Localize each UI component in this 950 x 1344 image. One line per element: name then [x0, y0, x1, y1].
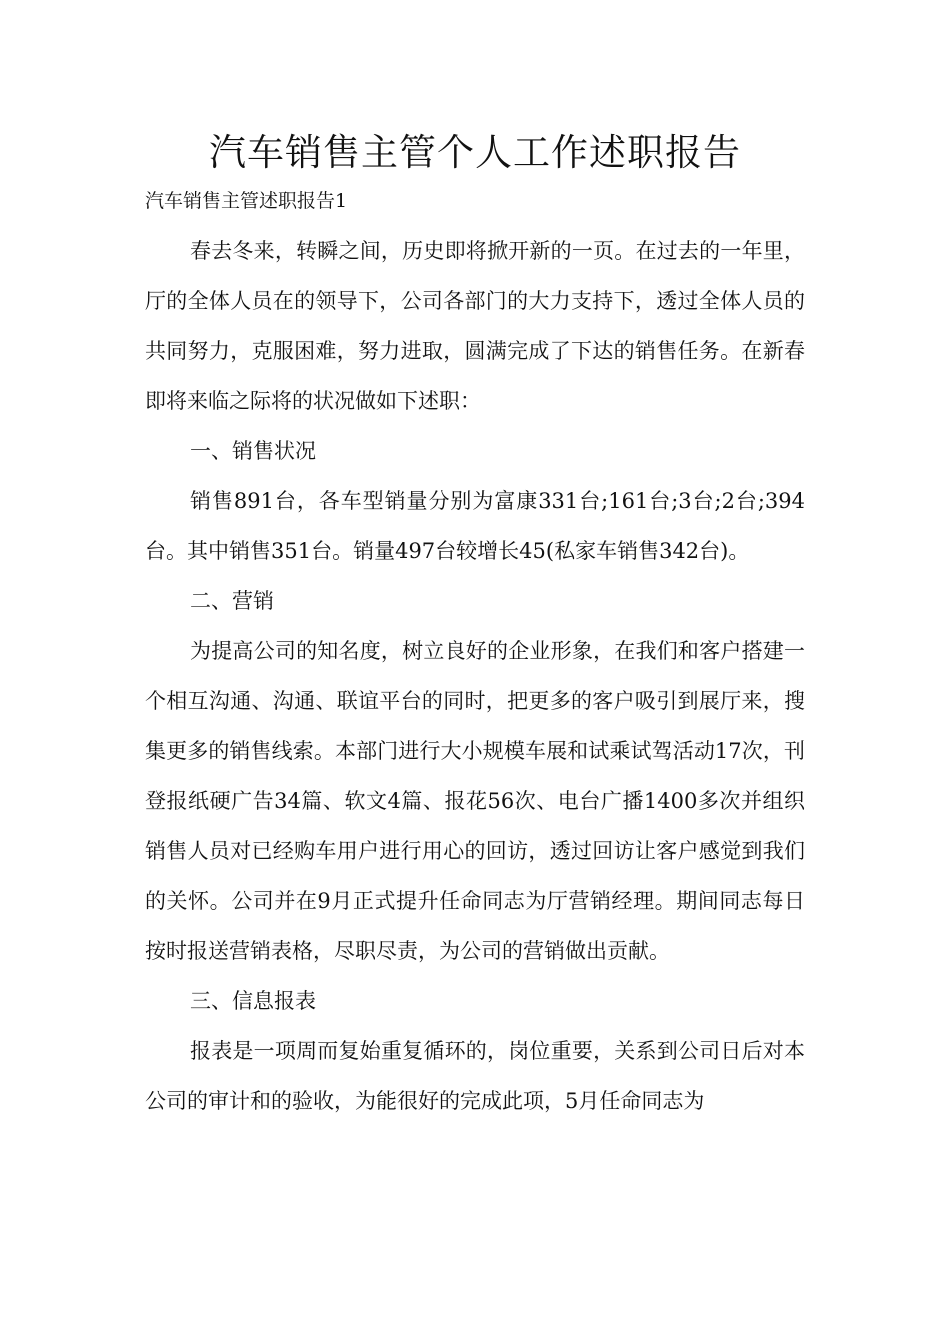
paragraph-intro: 春去冬来，转瞬之间，历史即将掀开新的一页。在过去的一年里，厅的全体人员在的领导下，公司各部门的大力支持下，透过全体人员的共同努力，克服困难，努力进取，圆满完成了下达的销售任务。在新春即将来临之际将的状况做如下述职： — [145, 239, 805, 413]
paragraph-sales: 销售891台，各车型销量分别为富康331台;161台;3台;2台;394台。其中销售351台。销量497台较增长45(私家车销售342台)。 — [145, 489, 805, 563]
section-heading-marketing: 二、营销 — [190, 589, 274, 613]
document-body — [145, 226, 805, 1126]
paragraph-marketing: 为提高公司的知名度，树立良好的企业形象，在我们和客户搭建一个相互沟通、沟通、联谊平台的同时，把更多的客户吸引到展厅来，搜集更多的销售线索。本部门进行大小规模车展和试乘试驾活动17次，刊登报纸硬广告34篇、软文4篇、报花56次、电台广播1400多次并组织销售人员对已经购车用户进行用心的回访，透过回访让客户感觉到我们的关怀。公司并在9月正式提升任命同志为厅营销经理。期间同志每日按时报送营销表格，尽职尽责，为公司的营销做出贡献。 — [145, 639, 805, 963]
document-title: 汽车销售主管个人工作述职报告 — [209, 131, 741, 174]
document-subtitle: 汽车销售主管述职报告1 — [145, 190, 348, 212]
section-heading-sales: 一、销售状况 — [190, 439, 316, 463]
section-heading-reports: 三、信息报表 — [190, 989, 316, 1013]
paragraph-reports: 报表是一项周而复始重复循环的，岗位重要，关系到公司日后对本公司的审计和的验收，为能很好的完成此项，5月任命同志为 — [145, 1039, 805, 1113]
